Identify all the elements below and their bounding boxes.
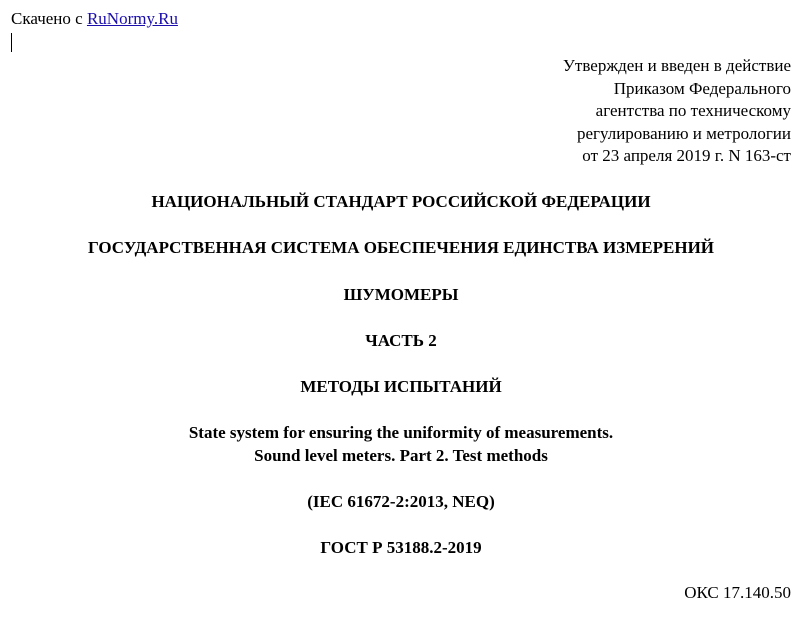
part-heading: ЧАСТЬ 2 (365, 331, 437, 350)
approval-block (563, 55, 791, 168)
english-title-line-1: State system for ensuring the uniformity of measurements. (188, 423, 614, 442)
approval-line: Утвержден и введен в действие (562, 56, 791, 75)
runormy-link[interactable]: RuNormy.Ru (86, 9, 178, 28)
text-cursor (11, 33, 12, 52)
national-standard-heading: НАЦИОНАЛЬНЫЙ СТАНДАРТ РОССИЙСКОЙ ФЕДЕРАЦИИ (151, 192, 651, 211)
document-subject-title: ШУМОМЕРЫ (343, 285, 459, 304)
iec-reference: (IEC 61672-2:2013, NEQ) (307, 492, 495, 511)
english-title-line-2: Sound level meters. Part 2. Test methods (254, 446, 548, 465)
approval-line: Приказом Федерального (613, 78, 791, 98)
gost-number: ГОСТ Р 53188.2-2019 (320, 538, 482, 557)
methods-heading: МЕТОДЫ ИСПЫТАНИЙ (300, 377, 502, 396)
approval-line: регулированию и метрологии (576, 123, 791, 143)
oks-code: ОКС 17.140.50 (684, 583, 791, 602)
download-source-line (11, 8, 178, 30)
approval-line: агентства по техническому (595, 101, 791, 120)
approval-line: от 23 апреля 2019 г. N 163-ст (582, 146, 791, 165)
download-prefix: Скачено с (11, 9, 83, 28)
state-system-heading: ГОСУДАРСТВЕННАЯ СИСТЕМА ОБЕСПЕЧЕНИЯ ЕДИНСТВА ИЗМЕРЕНИЙ (87, 238, 715, 257)
